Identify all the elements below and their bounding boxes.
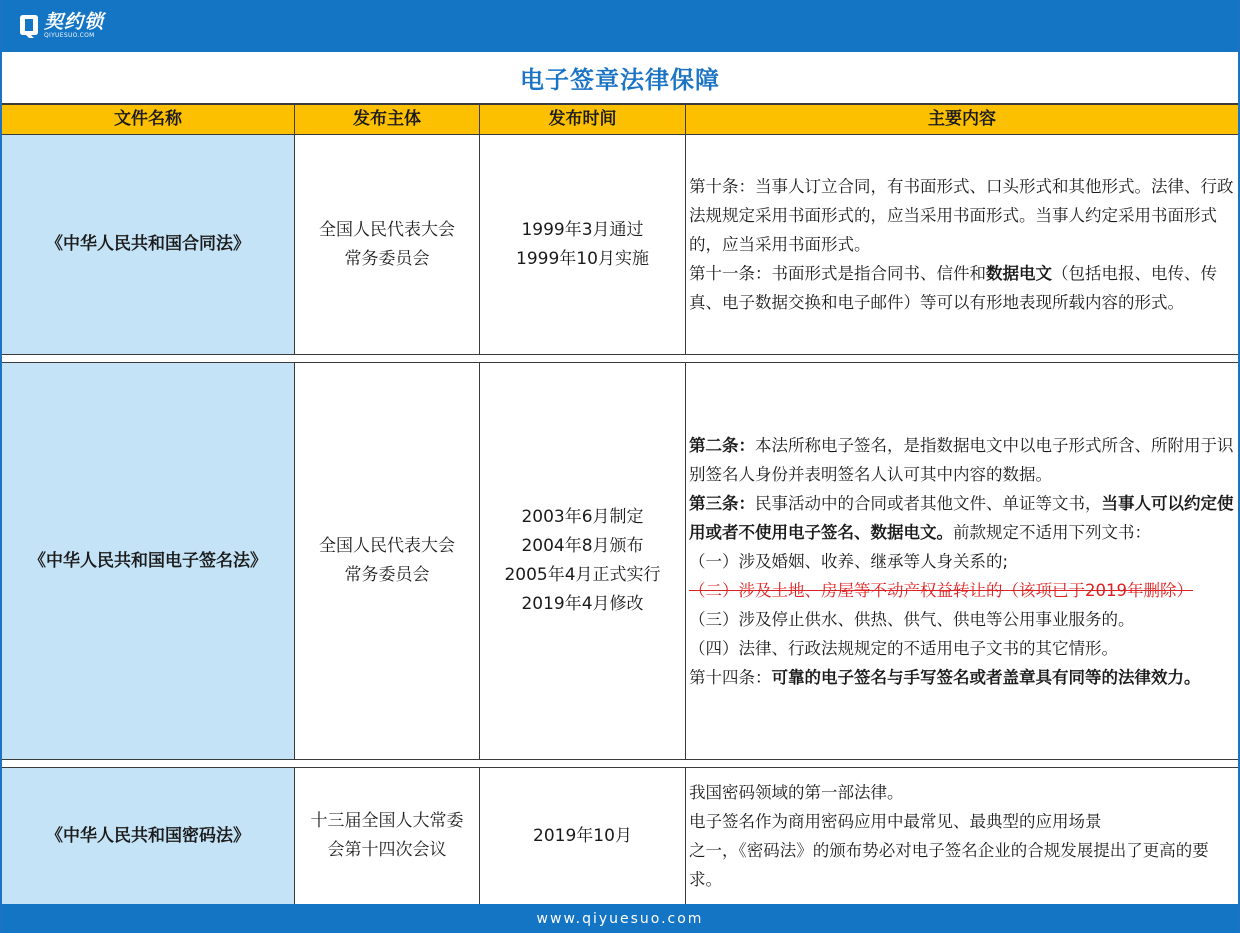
- date-cell: 2019年10月: [480, 768, 686, 904]
- exception-item: （三）涉及停止供水、供热、供气、供电等公用事业服务的。: [689, 609, 1135, 629]
- law-name: 《中华人民共和国电子签名法》: [2, 363, 295, 760]
- date-cell: [480, 135, 686, 355]
- article-tail: 前款规定不适用下列文书：: [953, 522, 1151, 542]
- content-line: 我国密码领域的第一部法律。: [689, 783, 904, 802]
- article-label: 第三条：: [689, 493, 755, 513]
- date-cell: [480, 363, 686, 760]
- footer-bar: [2, 904, 1238, 933]
- table-row: [2, 768, 1238, 904]
- date-line: 1999年3月通过: [521, 219, 644, 240]
- issuer-line: 全国人民代表大会: [319, 219, 455, 240]
- brand-name: 契约锁: [44, 11, 105, 33]
- article-label: 第二条：: [689, 435, 755, 455]
- content-cell: [686, 768, 1238, 904]
- page-title: 电子签章法律保障: [520, 66, 720, 94]
- article-text: 民事活动中的合同或者其他文件、单证等文书，: [755, 493, 1102, 513]
- table-row: [2, 363, 1238, 760]
- issuer-line: 会第十四次会议: [327, 840, 447, 860]
- article-3: [689, 489, 1234, 547]
- date-line: 2003年6月制定: [521, 507, 644, 527]
- table-row: [2, 135, 1238, 355]
- brand-logo[interactable]: [18, 9, 104, 43]
- deleted-exception-item: （二）涉及土地、房屋等不动产权益转让的（该项已于2019年删除）: [689, 580, 1193, 600]
- date-line: 2019年4月修改: [521, 594, 644, 614]
- brand-header: [2, 0, 1238, 52]
- exception-item: （四）法律、行政法规规定的不适用电子文书的其它情形。: [689, 638, 1118, 658]
- column-header-date: 发布时间: [480, 104, 686, 135]
- content-line: 电子签名作为商用密码应用中最常见、最典型的应用场景: [689, 812, 1102, 831]
- row-divider: [2, 760, 1238, 768]
- issuer-cell: [295, 363, 480, 760]
- issuer-cell: [295, 768, 480, 904]
- date-line: 2005年4月正式实行: [504, 565, 661, 585]
- content-line: 之一，《密码法》的颁布势必对电子签名企业的合规发展提出了更高的要求。: [689, 841, 1209, 889]
- q-logo-icon: [18, 13, 40, 39]
- article-text: 本法所称电子签名，是指数据电文中以电子形式所含、所附用于识别签名人身份并表明签名人认可其中内容的数据。: [689, 435, 1234, 484]
- issuer-line: 常务委员会: [344, 565, 430, 585]
- date-line: 2004年8月颁布: [521, 536, 644, 556]
- date-line: 1999年10月实施: [516, 248, 649, 269]
- law-name: 《中华人民共和国合同法》: [2, 135, 295, 355]
- title-row: [2, 52, 1238, 104]
- exception-item: （一）涉及婚姻、收养、继承等人身关系的;: [689, 551, 1009, 571]
- article-11-tail: （包括电报、电传、传真、电子数据交换和电子邮件）等可以有形地表现所载内容的形式。: [689, 264, 1217, 312]
- law-name: 《中华人民共和国密码法》: [2, 768, 295, 904]
- article-10: 第十条：当事人订立合同，有书面形式、口头形式和其他形式。法律、行政法规规定采用书面形式的，应当采用书面形式。当事人约定采用书面形式的，应当采用书面形式。: [689, 177, 1234, 254]
- article-emphasis: 可靠的电子签名与手写签名或者盖章具有同等的法律效力。: [771, 667, 1201, 687]
- article-14: [689, 663, 1234, 692]
- footer-url[interactable]: www.qiyuesuo.com: [536, 910, 704, 927]
- content-cell: [686, 363, 1238, 760]
- issuer-line: 全国人民代表大会: [319, 536, 455, 556]
- brand-domain-small: QIYUESUO.COM: [44, 32, 95, 39]
- table-header-row: [2, 104, 1238, 135]
- issuer-line: 十三届全国人大常委: [310, 811, 464, 831]
- issuer-cell: [295, 135, 480, 355]
- article-emphasis: 当事人可以约定使用或者不使用电子签名、数据电文。: [689, 493, 1234, 542]
- article-11: [689, 259, 1234, 317]
- article-label: 第十四条：: [689, 667, 772, 687]
- column-header-name: 文件名称: [2, 104, 295, 135]
- content-cell: [686, 135, 1238, 355]
- row-divider: [2, 355, 1238, 363]
- article-2: [689, 431, 1234, 489]
- data-message-term: 数据电文: [986, 264, 1052, 283]
- article-11-text: 第十一条：书面形式是指合同书、信件和: [689, 264, 986, 283]
- column-header-issuer: 发布主体: [295, 104, 480, 135]
- issuer-line: 常务委员会: [344, 248, 430, 269]
- column-header-content: 主要内容: [686, 104, 1238, 135]
